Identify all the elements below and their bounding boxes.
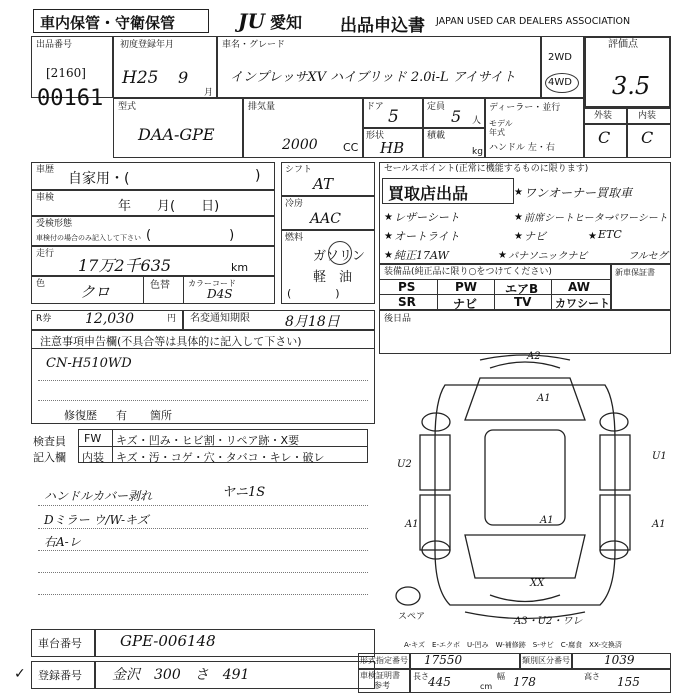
insp-fw: FW [84, 432, 102, 445]
star-icon: ★ [384, 212, 393, 223]
star-icon: ★ [514, 231, 523, 242]
load-unit: kg [472, 147, 483, 157]
model-year-unit: 年式 [489, 128, 505, 137]
class-label: 類別区分番号 [522, 656, 570, 665]
form-title: 出品申込書 [340, 16, 425, 36]
entry-label: 記入欄 [33, 451, 66, 464]
spare-tire [396, 587, 420, 605]
interior-value: C [641, 128, 654, 147]
equip-pw: PW [455, 280, 478, 294]
lot-bracket: [2160] [46, 66, 86, 80]
body-outline [435, 385, 615, 605]
mark-rear: A3・U2・ワレ [514, 616, 583, 627]
regnum-label: 登録番号 [38, 669, 82, 682]
length-label: 長さ [413, 672, 429, 681]
mark-a1-left: A1 [405, 519, 419, 530]
color-divider [143, 276, 144, 304]
selling-item-3: 前席シートヒーター [524, 213, 614, 224]
modelcert-label: 形式指定番号 [360, 656, 408, 665]
notes-header-rule [32, 348, 374, 349]
insp-int: 内装 [82, 451, 104, 464]
mark-u1: U1 [652, 451, 667, 462]
star-icon: ★ [588, 231, 597, 242]
mark-a1-center: A1 [540, 515, 554, 526]
color-code-value: D4S [207, 287, 233, 301]
equip-col [551, 279, 552, 310]
score-label: 評価点 [608, 39, 638, 50]
seat-label: 定員 [427, 102, 446, 112]
handwritten-extra: ヤニ1S [222, 485, 266, 500]
equipment-label: 装備品(純正品に限り○をつけてください) [384, 267, 552, 277]
shape-value: HB [380, 139, 405, 157]
reg-date-label: 初度登録年月 [120, 40, 175, 50]
history-close: ) [255, 168, 261, 184]
height-label: 高さ [584, 672, 600, 681]
acceptance-note: 車検付の場合のみ記入して下さい [36, 234, 141, 242]
handwritten-2: Dミラー ウ/W-キズ [44, 513, 149, 527]
star-icon: ★ [384, 250, 393, 261]
equip-ps: PS [398, 280, 416, 294]
class-value: 1039 [604, 653, 635, 667]
rear-edge [490, 595, 560, 602]
storage-label: 車内保管・守衛保管 [40, 14, 176, 32]
ju-logo-mark: JU [238, 9, 265, 33]
lot-number: 00161 [37, 86, 104, 111]
roof-panel [485, 430, 565, 525]
fuel-value: ガソリン [313, 249, 366, 264]
selling-item-4: パワーシート [608, 213, 668, 224]
equip-col [494, 279, 495, 310]
score-value: 3.5 [612, 72, 651, 100]
handwritten-1: ハンドルカバー剥れ [44, 489, 153, 503]
after-label: 後日品 [384, 314, 412, 324]
inspection-label: 車検 [36, 193, 55, 203]
load-label: 積載 [427, 131, 446, 141]
regnum-value: 金沢 300 さ 491 [112, 667, 250, 683]
ac-label: 冷房 [285, 199, 304, 209]
equip-sr: SR [398, 295, 416, 309]
front-bumper [480, 355, 570, 360]
acceptance-label: 受検形態 [36, 219, 73, 229]
width-label: 幅 [497, 672, 505, 681]
drive-4wd-circle [545, 73, 579, 93]
color-change-label: 色替 [150, 280, 170, 291]
mark-a1-hood: A1 [537, 393, 551, 404]
selling-item-5: オートライト [394, 230, 460, 243]
car-diagram [380, 350, 670, 635]
ju-logo-text: 愛知 [270, 13, 303, 32]
size-label: 車検証明書 [360, 671, 400, 680]
equip-col [437, 279, 438, 310]
color-value: クロ [80, 283, 111, 301]
warranty-label: 新車保証書 [615, 268, 655, 277]
notes-label: 注意事項申告欄(不具合等は具体的に記入して下さい) [40, 335, 302, 348]
mark-u2: U2 [397, 459, 412, 470]
inspector-label: 検査員 [33, 435, 66, 448]
door-value: 5 [388, 107, 399, 127]
windshield-outline [465, 378, 585, 420]
mark-a2-top: A2 [527, 351, 541, 362]
model-year-label: モデル [489, 119, 513, 128]
color-label: 色 [36, 279, 46, 289]
unit-cm: cm [480, 682, 493, 691]
handle-label: ハンドル 左・右 [489, 143, 555, 153]
month-unit: 月 [204, 88, 214, 98]
equip-airbag: エアB [505, 282, 539, 296]
modelcert-value: 17550 [424, 653, 463, 667]
car-name: インプレッサXV ハイブリッド 2.0i-L アイサイト [230, 70, 516, 85]
type-value: DAA-GPE [138, 125, 215, 144]
equip-navi: ナビ [453, 297, 478, 311]
form-subtitle: JAPAN USED CAR DEALERS ASSOCIATION [436, 16, 631, 27]
repair-paren [140, 407, 248, 423]
drive-2wd: 2WD [548, 52, 572, 63]
insp-fw-items: キズ・凹み・ヒビ割・リペア跡・X要 [116, 434, 300, 447]
fuel-alt: 軽 油 [313, 270, 353, 285]
star-icon: ★ [514, 212, 523, 223]
equip-aw: AW [568, 280, 590, 294]
chassis-label: 車台番号 [38, 637, 82, 650]
cc-value: 2000 [282, 137, 318, 153]
repair-place: 箇所 [150, 409, 172, 422]
repair-value: 有 [116, 409, 127, 422]
star-icon: ★ [514, 187, 523, 198]
shift-value: AT [313, 175, 334, 193]
mark-xx: XX [530, 578, 545, 589]
selling-item-2: レザーシート [394, 211, 460, 224]
size-label-2: 参考 [374, 681, 390, 690]
chassis-value: GPE-006148 [120, 632, 216, 650]
color-code-label: カラーコード [188, 279, 236, 288]
namechange-value: 8月18日 [285, 314, 340, 330]
selling-item-6: ナビ [524, 230, 546, 243]
recycle-label: R券 [36, 314, 52, 324]
insp-col [112, 429, 113, 463]
shape-label: 形状 [366, 131, 385, 141]
cc-unit: CC [343, 141, 359, 154]
recycle-unit: 円 [167, 314, 177, 324]
mileage-label: 走行 [36, 249, 55, 259]
height-value: 155 [617, 675, 640, 689]
star-icon: ★ [498, 250, 507, 261]
exterior-label: 外装 [594, 111, 613, 121]
damage-legend: A-キズ E-エクボ U-凹み W-補修跡 S-サビ C-腐食 XX-交換済 [404, 641, 622, 649]
car-name-label: 車名・グレード [222, 40, 286, 50]
ac-value: AAC [310, 211, 341, 227]
fuel-circle [328, 241, 352, 265]
seat-unit: 人 [472, 116, 482, 126]
ju-logo [238, 9, 302, 33]
rear-window-outline [465, 535, 585, 578]
seat-value: 5 [451, 107, 462, 126]
exterior-value: C [598, 128, 611, 147]
selling-item-9: パナソニックナビ [508, 251, 588, 262]
color-divider2 [183, 276, 184, 304]
length-value: 445 [428, 675, 451, 689]
lot-label: 出品番号 [36, 40, 73, 50]
inspection-value: 年 月( 日) [118, 199, 220, 214]
notes-rule [38, 400, 368, 401]
mileage-unit: km [231, 261, 249, 274]
selling-item-1: ワンオーナー買取車 [524, 186, 633, 200]
width-value: 178 [513, 675, 536, 689]
spare-label: スペア [398, 612, 426, 622]
reg-month: 9 [178, 68, 189, 87]
roof-edge [490, 362, 560, 368]
door-label: ドア [366, 102, 384, 112]
mileage-value: 17万2千635 [78, 256, 172, 275]
cc-label: 排気量 [248, 102, 276, 112]
insp-int-items: キズ・汚・コゲ・穴・タバコ・キレ・破レ [116, 451, 325, 464]
after-cell [379, 310, 671, 354]
handwritten-3: 右A-レ [44, 535, 81, 549]
star-icon: ★ [384, 231, 393, 242]
type-label: 型式 [118, 102, 137, 112]
selling-item-7: ETC [598, 228, 622, 241]
equip-tv: TV [514, 295, 532, 309]
namechange-label: 名変通知期限 [190, 313, 250, 324]
acceptance-paren: ( ) [146, 228, 235, 243]
equip-seat: カワシート [555, 297, 610, 310]
dealer-label: ディーラー・並行 [489, 103, 561, 113]
selling-item-10: フルセグ [628, 251, 668, 262]
recycle-value: 12,030 [85, 311, 134, 327]
mark-a1-right: A1 [652, 519, 666, 530]
history-label: 車歴 [36, 165, 55, 175]
hw-rule [38, 594, 368, 595]
fuel-label: 燃料 [285, 233, 304, 243]
hw-rule [38, 572, 368, 573]
repair-label: 修復歴 [64, 409, 97, 422]
reg-year: H25 [122, 68, 159, 88]
hw-rule [38, 505, 368, 506]
selling-label: セールスポイント(正常に機能するものに限ります) [384, 164, 589, 174]
history-value: 自家用・( [68, 171, 130, 187]
hw-rule [38, 528, 368, 529]
shift-label: シフト [285, 165, 313, 175]
notes-rule [38, 380, 368, 381]
interior-label: 内装 [638, 111, 657, 121]
hw-rule [38, 550, 368, 551]
selling-banner: 買取店出品 [388, 184, 469, 203]
selling-item-8: 純正17AW [394, 249, 449, 262]
note-line-1: CN-H510WD [46, 356, 132, 371]
check-mark-icon: ✓ [14, 666, 26, 682]
drive-4wd: 4WD [548, 77, 572, 88]
fuel-paren: ( ) [287, 287, 340, 300]
